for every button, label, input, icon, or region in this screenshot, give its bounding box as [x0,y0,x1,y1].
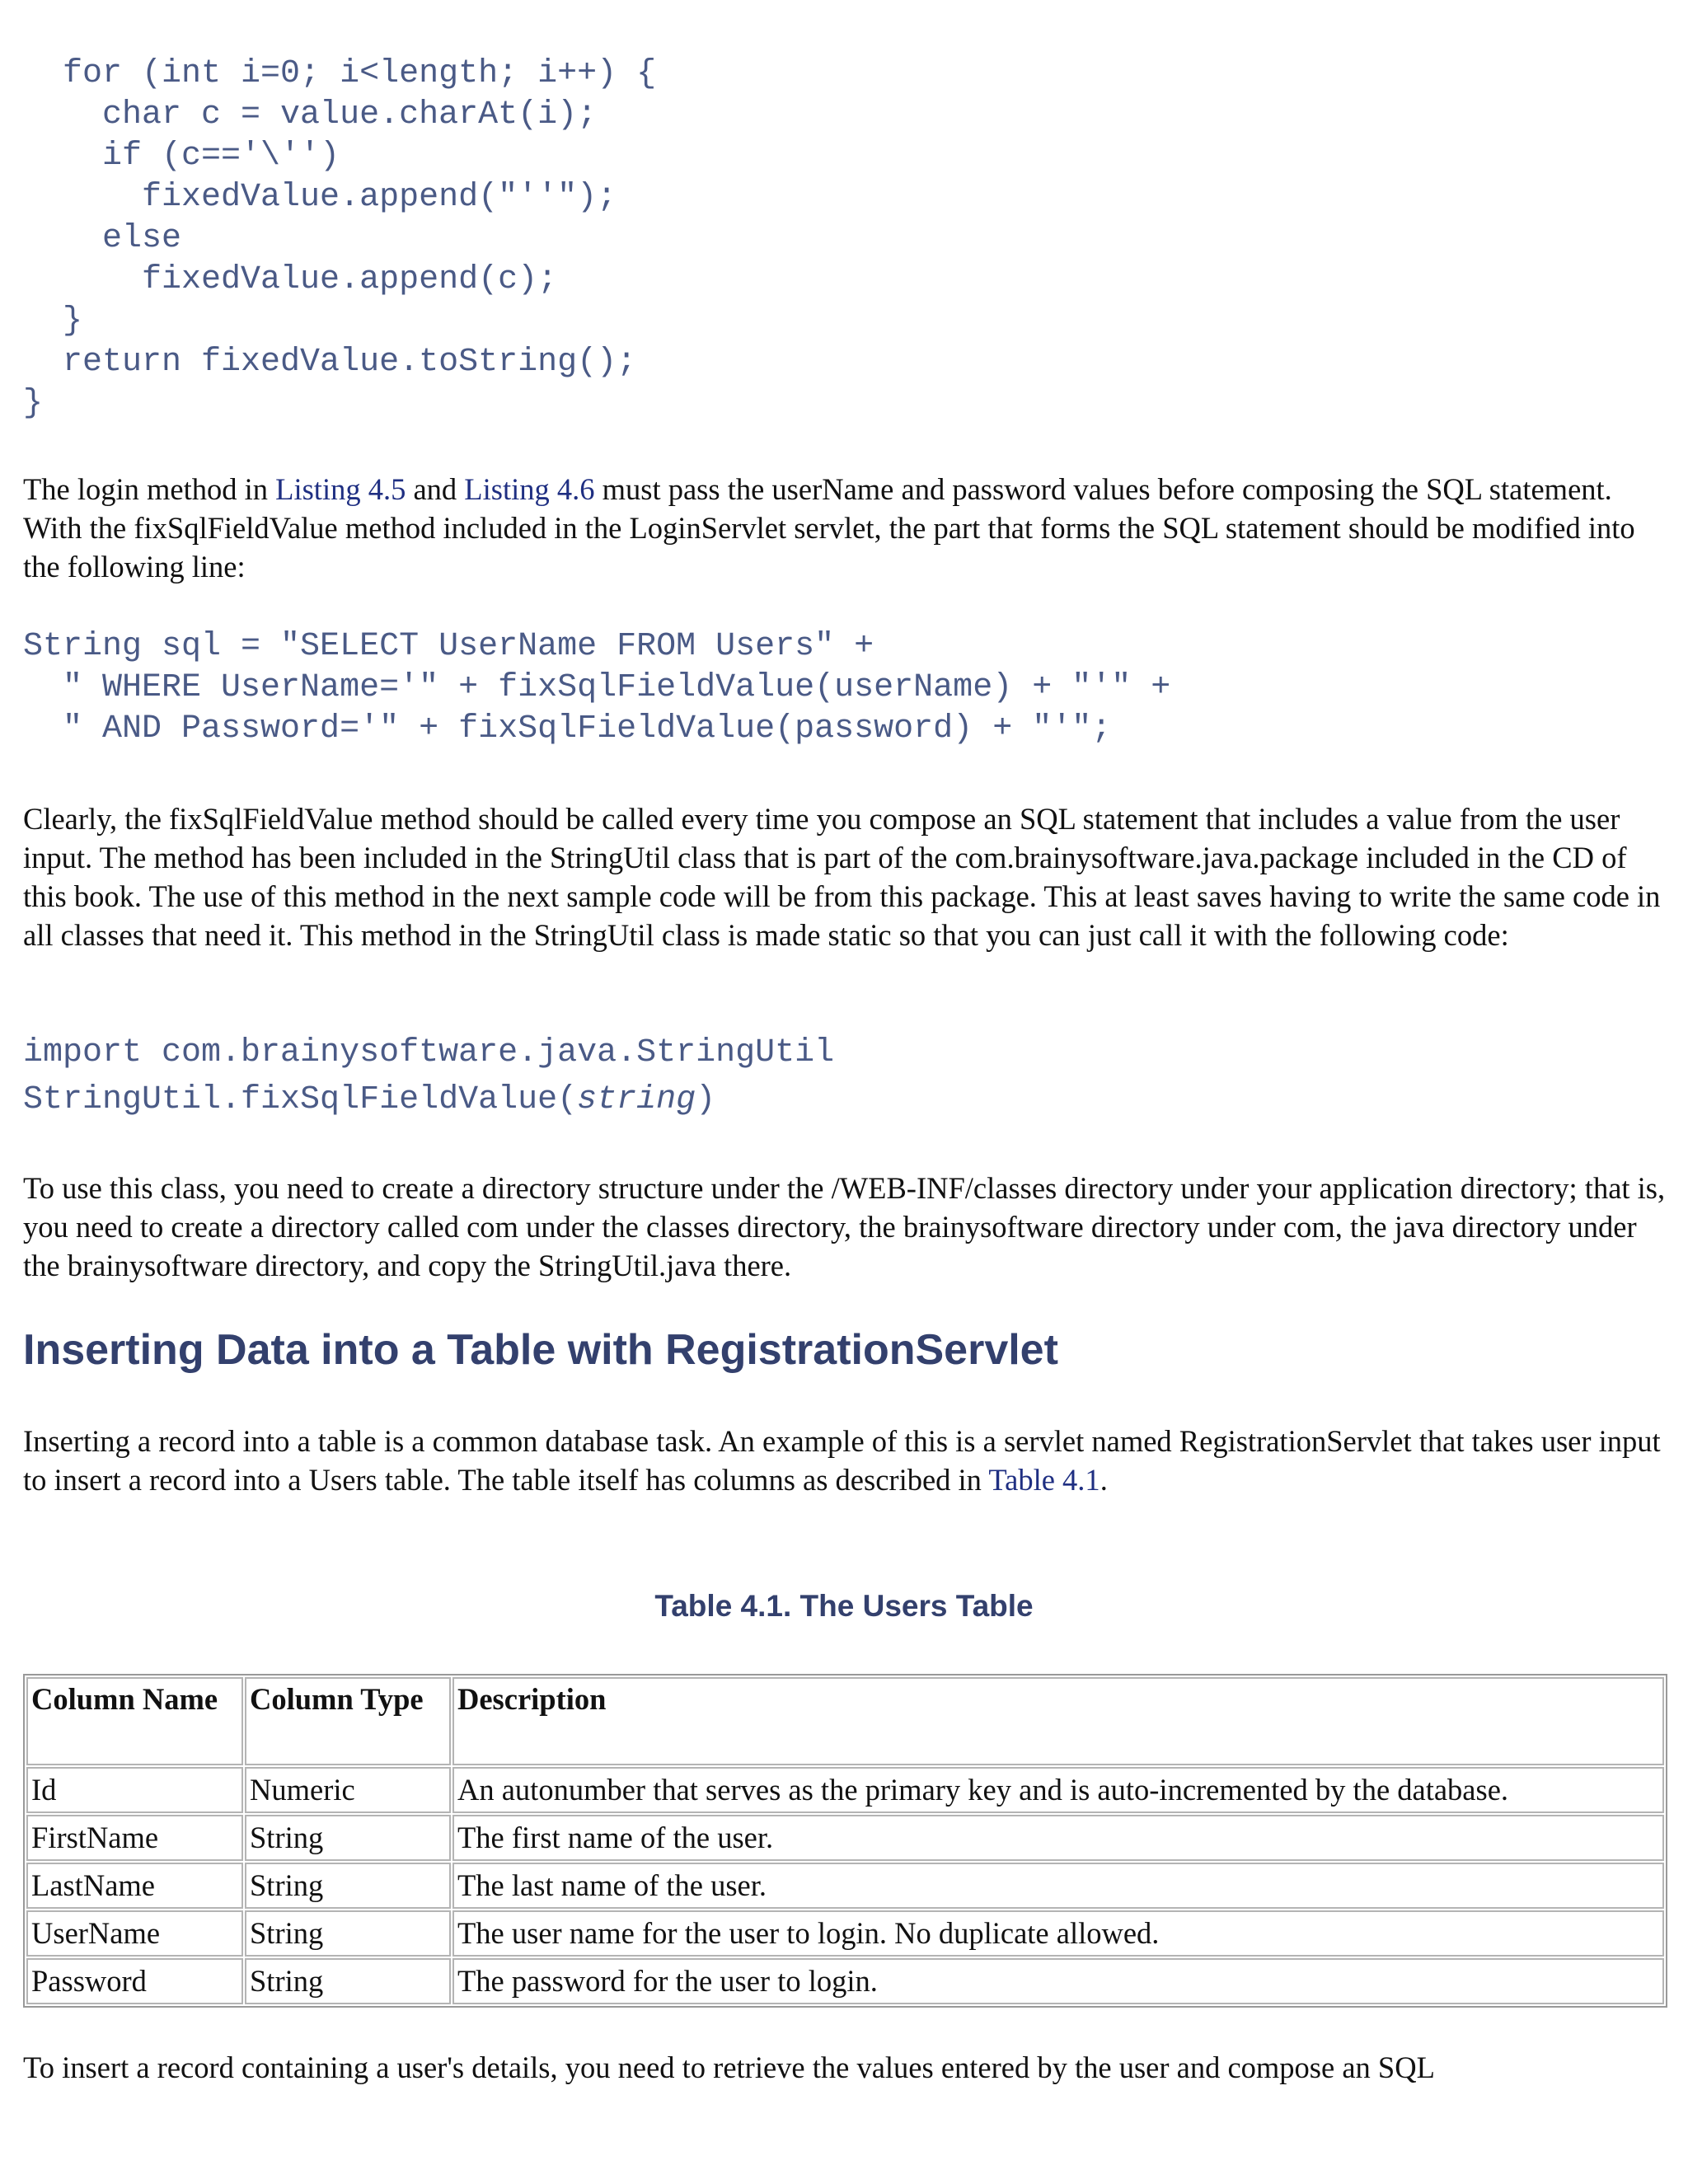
code-line: import com.brainysoftware.java.StringUtil [23,1034,835,1071]
text: The login method in [23,472,276,506]
code-placeholder: string [577,1081,696,1118]
cell-column-type: String [245,1815,451,1861]
paragraph-insert-user-details: To insert a record containing a user's details, you need to retrieve the values entered by the user and compose an SQL [23,2050,1435,2084]
cell-description: The first name of the user. [452,1815,1664,1861]
cell-column-type: String [245,1863,451,1909]
code-line [23,1076,834,1123]
code-line: " AND Password='" + fixSqlFieldValue(password) + "'"; [23,710,1112,748]
text: Inserting a record into a table is a common database task. An example of this is a servlet named RegistrationServlet that takes user input to insert a record into a Users table. The table itself has columns as described in [23,1424,1661,1497]
paragraph-inserting-record [23,1422,1667,1499]
code-line: String sql = "SELECT UserName FROM Users" + [23,628,874,665]
cell-description: The user name for the user to login. No duplicate allowed. [452,1910,1664,1957]
cell-column-name: LastName [26,1863,243,1909]
cell-column-name: Id [26,1767,243,1813]
text: . [1100,1463,1108,1497]
header-column-type: Column Type [245,1677,451,1765]
table-row [26,1863,1664,1909]
table-header-row [26,1677,1664,1765]
table-row [26,1910,1664,1957]
header-column-name: Column Name [26,1677,243,1765]
link-listing-4-5[interactable]: Listing 4.5 [275,472,406,506]
cell-column-name: FirstName [26,1815,243,1861]
users-table [23,1674,1667,2008]
code-text: StringUtil.fixSqlFieldValue( [23,1081,578,1118]
code-line: } [23,385,44,422]
table-row [26,1958,1664,2004]
text: must pass the userName and password values before composing the SQL statement. With the fixSqlFieldValue method included in the LoginServlet servlet, the part that forms the SQL statement should be modified into the following line: [23,472,1635,583]
cell-column-name: UserName [26,1910,243,1957]
header-description: Description [452,1677,1664,1765]
code-line: } [23,302,83,340]
paragraph-directory-structure: To use this class, you need to create a directory structure under the /WEB-INF/classes directory under your application directory; that is, you need to create a directory called com under the classes directory, the brainysoftware directory under com, the java directory under the brainysoftware directory, and copy the StringUtil.java there. [23,1171,1666,1282]
code-line: return fixedValue.toString(); [23,344,637,381]
code-line: char c = value.charAt(i); [23,96,598,134]
table-caption: Table 4.1. The Users Table [654,1589,1034,1623]
code-line: else [23,220,182,257]
code-line: if (c=='\'') [23,138,340,175]
code-line: fixedValue.append(c); [23,261,558,298]
link-listing-4-6[interactable]: Listing 4.6 [464,472,595,506]
code-line: for (int i=0; i<length; i++) { [23,55,657,92]
cell-column-type: String [245,1910,451,1957]
link-table-4-1[interactable]: Table 4.1 [988,1463,1100,1497]
cell-column-type: Numeric [245,1767,451,1813]
code-block-sql-statement [23,626,1170,750]
code-line: " WHERE UserName='" + fixSqlFieldValue(userName) + "'" + [23,669,1171,706]
cell-description: The last name of the user. [452,1863,1664,1909]
paragraph-login-method [23,470,1667,586]
table-row [26,1767,1664,1813]
paragraph-fixsqlfieldvalue: Clearly, the fixSqlFieldValue method should be called every time you compose an SQL statement that includes a value from the user input. The method has been included in the StringUtil class that is part of the com.brainysoftware.java.package included in the CD of this book. The use of this method in the next sample code will be from this package. This at least saves having to write the same code in all classes that need it. This method in the StringUtil class is made static so that you can just call it with the following code: [23,802,1661,952]
code-block-import [23,1029,834,1123]
text: and [406,472,465,506]
code-block-escape-loop [23,54,656,424]
table-row [26,1815,1664,1861]
cell-column-type: String [245,1958,451,2004]
cell-column-name: Password [26,1958,243,2004]
cell-description: An autonumber that serves as the primary key and is auto-incremented by the database. [452,1767,1664,1813]
code-text: ) [696,1081,716,1118]
code-line: fixedValue.append("''"); [23,179,617,216]
section-heading: Inserting Data into a Table with RegistrationServlet [23,1326,1058,1374]
cell-description: The password for the user to login. [452,1958,1664,2004]
